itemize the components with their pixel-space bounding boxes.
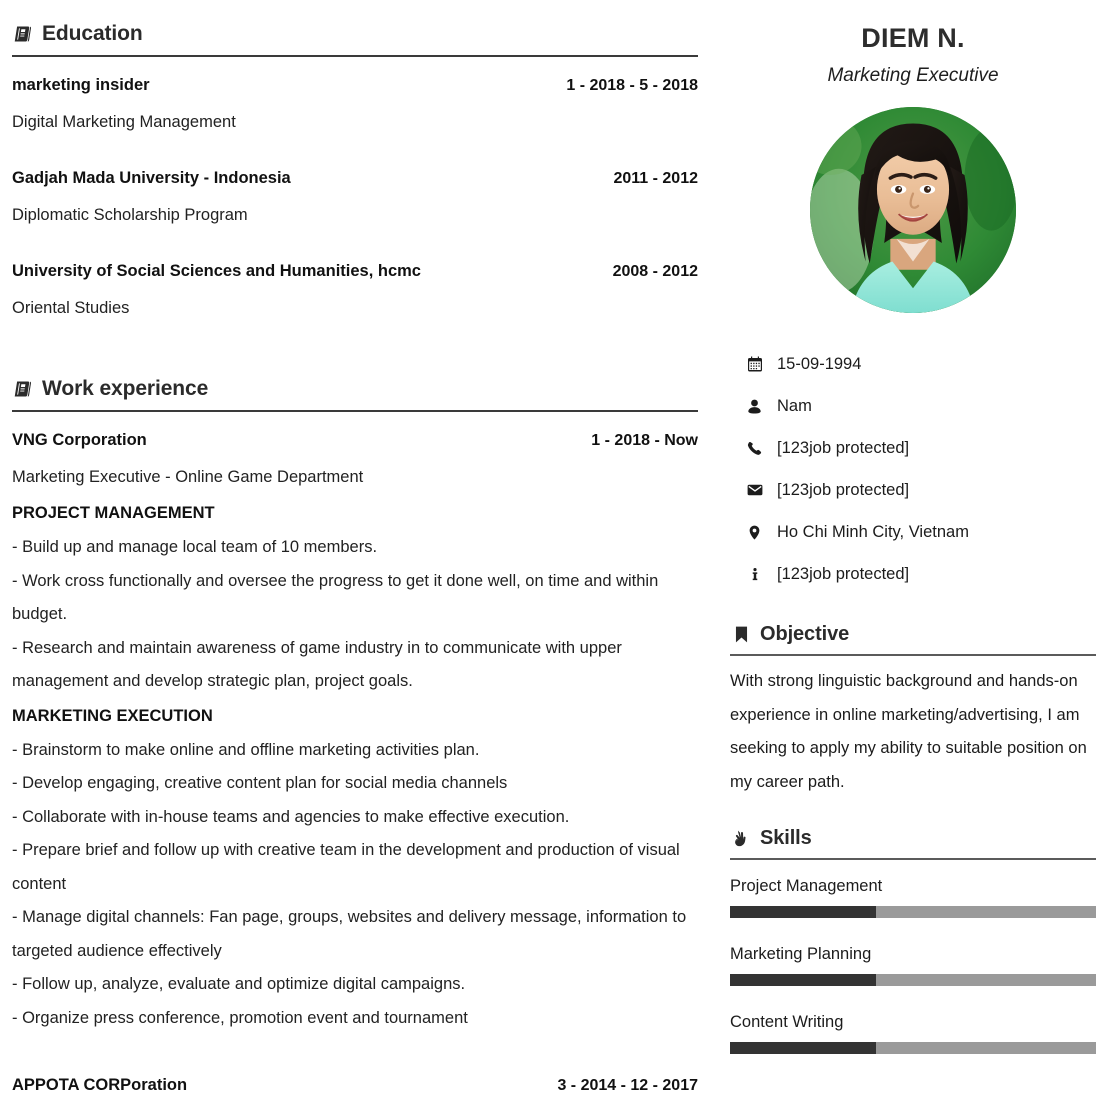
work-entry (12, 422, 698, 1035)
education-program: Oriental Studies (12, 299, 130, 317)
objective-text: With strong linguistic background and hands-on experience in online marketing/advertising, I am seeking to apply my ability to suitable position on my career path. (730, 672, 1087, 791)
education-entry (12, 160, 698, 234)
work-bullet: - Research and maintain awareness of game industry in to communicate with upper management and develop strategic plan, project goals. (12, 638, 622, 690)
contact-value-info: [123job protected] (777, 564, 910, 583)
skill-label: Marketing Planning (730, 945, 872, 963)
calendar-icon (746, 356, 763, 372)
work-entry (12, 1067, 698, 1104)
education-program: Diplomatic Scholarship Program (12, 206, 248, 224)
skill-progress-bar (730, 1042, 1096, 1054)
work-bullet: - Follow up, analyze, evaluate and optimize digital campaigns. (12, 975, 466, 993)
contact-value-birthdate: 15-09-1994 (777, 354, 862, 373)
contact-value-phone: [123job protected] (777, 438, 910, 457)
work-section-title: Work experience (42, 377, 209, 400)
book-icon (12, 378, 34, 400)
skill-item (730, 937, 1096, 986)
skills-section-header (730, 827, 1096, 850)
skill-item (730, 869, 1096, 918)
bookmark-icon (730, 624, 752, 646)
work-date: 1 - 2018 - Now (591, 432, 698, 449)
spacer (12, 331, 698, 377)
objective-section-title: Objective (760, 623, 850, 645)
work-group-heading: PROJECT MANAGEMENT (12, 504, 215, 522)
education-date: 2011 - 2012 (613, 170, 698, 187)
portrait-photo-icon (810, 107, 1016, 313)
envelope-icon (746, 482, 763, 498)
skill-progress-fill (730, 974, 876, 986)
work-bullet: - Manage digital channels: Fan page, groups, websites and delivery message, information to targeted audience effectively (12, 908, 687, 960)
spacer (12, 1039, 698, 1067)
contact-list (730, 343, 1096, 595)
education-program: Digital Marketing Management (12, 113, 236, 131)
education-divider (12, 55, 698, 57)
work-bullet: - Collaborate with in-house teams and agencies to make effective execution. (12, 807, 570, 826)
work-company: APPOTA CORPoration (12, 1076, 188, 1094)
skill-progress-bar (730, 906, 1096, 918)
education-date: 2008 - 2012 (612, 263, 698, 280)
contact-value-email: [123job protected] (777, 480, 910, 499)
location-pin-icon (746, 525, 763, 540)
contact-row-info[interactable] (746, 553, 1096, 595)
victory-hand-icon (730, 828, 752, 850)
education-entry-header (12, 160, 698, 197)
page-title: DIEM N. (861, 23, 965, 53)
education-section-title: Education (42, 22, 143, 45)
person-icon (746, 399, 763, 414)
education-date: 1 - 2018 - 5 - 2018 (566, 77, 698, 94)
skill-progress-bar (730, 974, 1096, 986)
education-school: marketing insider (12, 76, 150, 94)
avatar (810, 107, 1016, 313)
phone-icon (746, 441, 763, 456)
education-entry-header (12, 67, 698, 104)
contact-row-gender (746, 385, 1096, 427)
work-date: 3 - 2014 - 12 - 2017 (557, 1077, 698, 1094)
education-entry (12, 67, 698, 141)
skill-progress-fill (730, 1042, 876, 1054)
spacer (12, 238, 698, 253)
contact-row-email[interactable] (746, 469, 1096, 511)
work-section-header (12, 377, 698, 401)
contact-row-phone[interactable] (746, 427, 1096, 469)
education-section-header (12, 22, 698, 46)
work-bullet: - Build up and manage local team of 10 members. (12, 538, 378, 556)
work-bullet: - Brainstorm to make online and offline marketing activities plan. (12, 740, 480, 759)
work-entry-header (12, 1067, 698, 1104)
contact-value-gender: Nam (777, 396, 812, 415)
skills-divider (730, 858, 1096, 860)
education-entry-header (12, 253, 698, 290)
work-entry-header (12, 422, 698, 459)
book-icon (12, 23, 34, 45)
skill-label: Project Management (730, 877, 883, 895)
work-bullet: - Organize press conference, promotion event and tournament (12, 1008, 468, 1027)
skills-section-title: Skills (760, 827, 812, 849)
skills-section (730, 827, 1096, 1054)
work-divider (12, 410, 698, 412)
contact-value-location: Ho Chi Minh City, Vietnam (777, 522, 969, 541)
sidebar-column (710, 0, 1106, 1073)
skill-item (730, 1005, 1096, 1054)
education-school: Gadjah Mada University - Indonesia (12, 169, 291, 187)
contact-row-location (746, 511, 1096, 553)
skill-label: Content Writing (730, 1013, 844, 1031)
work-company: VNG Corporation (12, 431, 147, 449)
skill-progress-fill (730, 906, 876, 918)
work-bullet: - Work cross functionally and oversee the progress to get it done well, on time and within budget. (12, 571, 659, 623)
spacer (12, 145, 698, 160)
education-school: University of Social Sciences and Humanities, hcmc (12, 262, 421, 280)
work-bullet: - Develop engaging, creative content plan for social media channels (12, 774, 508, 792)
objective-section-header (730, 623, 1096, 646)
objective-section (730, 623, 1096, 799)
profile-job-title: Marketing Executive (827, 65, 999, 86)
contact-row-birthdate (746, 343, 1096, 385)
work-bullet: - Prepare brief and follow up with creative team in the development and production of visual content (12, 841, 680, 893)
work-role: Marketing Executive - Online Game Department (12, 468, 364, 486)
objective-divider (730, 654, 1096, 656)
avatar-container (730, 107, 1096, 313)
work-group-heading: MARKETING EXECUTION (12, 706, 213, 725)
education-entry (12, 253, 698, 327)
info-icon (746, 567, 763, 582)
